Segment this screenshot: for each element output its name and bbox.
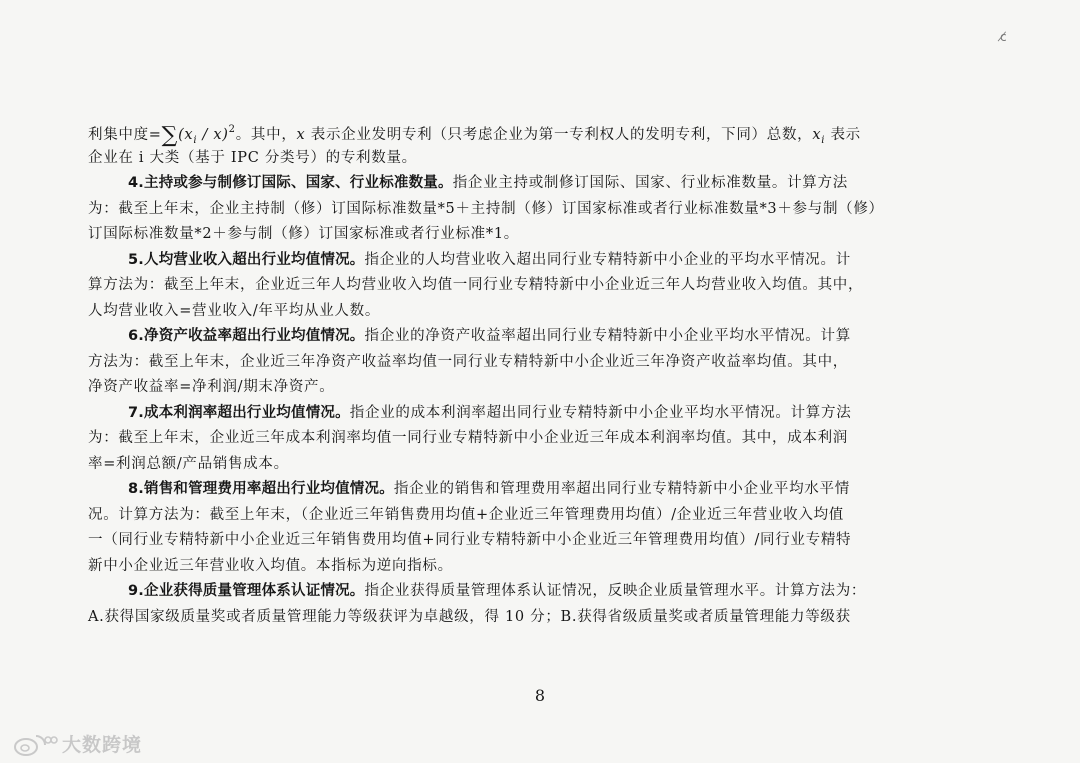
x-variable: x bbox=[296, 127, 306, 143]
paragraph-6-first-line bbox=[88, 324, 994, 350]
paragraph-4-first-line bbox=[88, 171, 994, 197]
paragraph-4-title: 4.主持或参与制修订国际、国家、行业标准数量。 bbox=[128, 175, 453, 191]
text-line: 为：截至上年末，企业主持制（修）订国际标准数量*5＋主持制（修）订国家标准或者行业标准数量*3＋参与制（修） bbox=[88, 200, 884, 217]
formula-text-mid: 表示企业发明专利（只考虑企业为第一专利权人的发明专利，下同）总数， bbox=[305, 127, 813, 143]
sigma-symbol: ∑ bbox=[161, 123, 179, 148]
formula-text-end: 表示 bbox=[825, 127, 861, 143]
text-line: A.获得国家级质量奖或者质量管理能力等级获评为卓越级，得 10 分；B.获得省级质量奖或者质量管理能力等级获 bbox=[88, 608, 851, 625]
text-line: 新中小企业近三年营业收入均值。本指标为逆向指标。 bbox=[88, 557, 453, 574]
formula-sub: i bbox=[193, 135, 198, 146]
paragraph-8-text: 指企业的销售和管理费用率超出同行业专精特新中小企业平均水平情 bbox=[393, 481, 850, 497]
paragraph-7-first-line bbox=[88, 401, 994, 427]
weibo-logo-icon bbox=[12, 731, 58, 757]
formula-line bbox=[88, 120, 994, 146]
text-line: 一（同行业专精特新中小企业近三年销售费用均值+同行业专精特新中小企业近三年管理费用均值）/同行业专精特 bbox=[88, 532, 852, 548]
paragraph-5-text: 指企业的人均营业收入超出同行业专精特新中小企业的平均水平情况。计 bbox=[364, 251, 851, 268]
paragraph-8-first-line bbox=[88, 477, 994, 503]
text-line: 算方法为：截至上年末，企业近三年人均营业收入均值一同行业专精特新中小企业近三年人均营业收入均值。其中， bbox=[88, 277, 864, 293]
text-line: 净资产收益率=净利润/期末净资产。 bbox=[88, 379, 335, 395]
paragraph-9-title: 9.企业获得质量管理体系认证情况。 bbox=[128, 583, 365, 599]
paragraph-7-text: 指企业的成本利润率超出同行业专精特新中小企业平均水平情况。计算方法 bbox=[349, 404, 852, 421]
formula-expr: (x bbox=[178, 127, 194, 143]
formula-lead: 利集中度= bbox=[88, 127, 162, 143]
paragraph-6-title: 6.净资产收益率超出行业均值情况。 bbox=[128, 328, 365, 344]
watermark bbox=[12, 730, 142, 757]
text-line: 方法为：截至上年末，企业近三年净资产收益率均值一同行业专精特新中小企业近三年净资产收益率均值。其中， bbox=[88, 353, 848, 370]
xi-variable: x bbox=[812, 127, 822, 143]
text-line: 况。计算方法为：截至上年末，（企业近三年销售费用均值+企业近三年管理费用均值）/企业近三年营业收入均值 bbox=[88, 506, 844, 523]
page-number: 8 bbox=[534, 686, 546, 705]
paragraph-9-first-line bbox=[88, 579, 994, 605]
formula-expr-rest: / x) bbox=[197, 127, 229, 143]
text-line: 人均营业收入=营业收入/年平均从业人数。 bbox=[88, 302, 381, 319]
document-body bbox=[88, 120, 994, 630]
text-line: 为：截至上年末，企业近三年成本利润率均值一同行业专精特新中小企业近三年成本利润率均值。其中，成本利润 bbox=[88, 430, 848, 446]
paragraph-8-title: 8.销售和管理费用率超出行业均值情况。 bbox=[128, 481, 394, 497]
paragraph-5-title: 5.人均营业收入超出行业均值情况。 bbox=[128, 251, 365, 268]
paragraph-4-text: 指企业主持或制修订国际、国家、行业标准数量。计算方法 bbox=[452, 175, 848, 191]
paragraph-9-text: 指企业获得质量管理体系认证情况，反映企业质量管理水平。计算方法为： bbox=[364, 583, 867, 599]
watermark-text: 大数跨境 bbox=[62, 734, 143, 756]
paragraph-7-title: 7.成本利润率超出行业均值情况。 bbox=[128, 404, 350, 421]
paragraph-6-text: 指企业的净资产收益率超出同行业专精特新中小企业平均水平情况。计算 bbox=[364, 328, 851, 344]
formula-after: 。其中， bbox=[235, 127, 297, 143]
text-line: 订国际标准数量*2＋参与制（修）订国家标准或者行业标准*1。 bbox=[88, 226, 519, 242]
formula-sup: 2 bbox=[228, 124, 236, 135]
paragraph-5-first-line bbox=[88, 248, 994, 274]
corner-mark: c̸ bbox=[1000, 30, 1007, 44]
xi-sub: i bbox=[821, 135, 826, 146]
text-line: 率=利润总额/产品销售成本。 bbox=[88, 455, 289, 472]
text-line: 企业在 i 大类（基于 IPC 分类号）的专利数量。 bbox=[88, 149, 417, 166]
